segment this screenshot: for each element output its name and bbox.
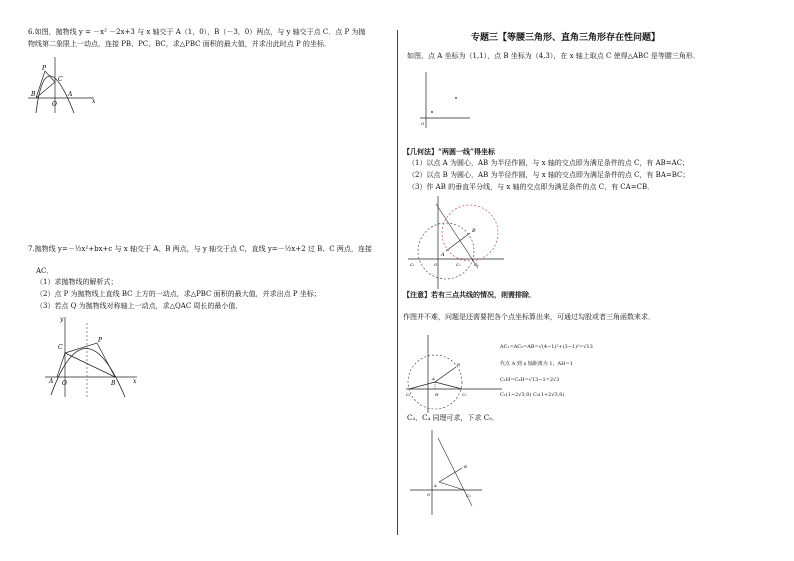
calc-line-3: C₁H=C₂H=√13−1=2√3 (500, 377, 560, 383)
circle-A-figure (406, 335, 506, 415)
method-2: （2）以点 B 为圆心，AB 为半径作圆，与 x 轴的交点即为满足条件的点 C，有 BA=BC； (408, 171, 690, 179)
fig3-label-H: H (435, 392, 439, 397)
two-circles-figure (408, 196, 508, 291)
q7-label-x: x (133, 378, 137, 385)
q6-parabola-figure (28, 55, 108, 115)
fig2-label-C5: C₅ (456, 262, 461, 267)
q7-text-line2: AC． (36, 267, 54, 275)
method-1: （1）以点 A 为圆心，AB 为半径作圆，与 x 轴的交点即为满足条件的点 C，有 AB=AC； (408, 159, 690, 167)
column-divider (397, 30, 398, 535)
section-title: 专题三【等腰三角形、直角三角形存在性问题】 (471, 33, 661, 43)
q7-text-line1: 7.抛物线 y=－½x²+bx+c 与 x 轴交于 A、B 两点，与 y 轴交于点 C，直线 y=－½x+2 过 B、C 两点，连接 (28, 245, 372, 253)
q6-label-C: C (58, 76, 63, 83)
fig3-label-A: A (432, 376, 435, 381)
fig4-label-O: O (427, 492, 431, 497)
q7-label-O: O (62, 380, 67, 387)
method-3: （3）作 AB 的垂直平分线，与 x 轴的交点即为满足条件的点 C，有 CA=CB． (408, 183, 655, 191)
fig3-label-B: B (457, 362, 460, 367)
fig4-label-C5: C₅ (466, 493, 471, 498)
fig2-label-O: O (434, 262, 438, 267)
note-text: 【注意】若有三点共线的情况，则需排除． (403, 290, 536, 299)
q7-label-B: B (111, 380, 116, 387)
intro-point-B (455, 97, 457, 99)
intro-label-O: O (421, 121, 425, 126)
fig2-segment-AB (446, 233, 470, 251)
fig2-label-A: A (441, 252, 445, 258)
q6-label-O: O (52, 101, 57, 108)
q7-sub2: （2）点 P 为抛物线上直线 BC 上方的一动点，求△PBC 面积的最大值，并求出点 P 坐标； (36, 290, 321, 298)
fig3-triangle (409, 367, 462, 389)
fig2-label-C1: C₁ (410, 262, 415, 267)
intro-text: 如图，点 A 坐标为（1,1），点 B 坐标为（4,3），在 x 轴上取点 C 使得△ABC 是等腰三角形． (407, 52, 700, 60)
q7-parabola (51, 348, 125, 397)
fig4-label-B: B (464, 464, 467, 469)
calc-line-1: AC₁=AC₂=AB=√(4−1)²+(3−1)²=√13 (500, 344, 593, 350)
after-text: C₃、C₄ 同理可求，下求 C₅． (407, 414, 499, 422)
explanation-paragraph: 作图并不难，问题是还需要把各个点坐标算出来，可通过勾股或者三角函数来求． (403, 313, 655, 321)
q7-parabola-figure (45, 315, 155, 400)
q7-label-A: A (49, 378, 54, 385)
q7-label-C: C (58, 344, 63, 351)
intro-point-A (431, 111, 433, 113)
q6-label-x: x (92, 98, 96, 105)
fig2-label-B: B (472, 228, 476, 234)
fig4-segment-AB (439, 468, 462, 482)
q6-text-line2: 物线第二象限上一动点，连接 PB、PC、BC，求△PBC 面积的最大值，并求出此时点 P 的坐标． (28, 40, 331, 48)
q6-label-P: P (42, 65, 47, 72)
calc-line-4: C₁(1−2√3,0) C₂(1+2√3,0) (500, 392, 565, 398)
fig2-label-C2: C₂ (474, 262, 479, 267)
fig3-label-C1: C₁ (406, 392, 411, 397)
fig4-label-A: A (434, 483, 437, 488)
q7-label-y: y (60, 316, 64, 323)
q7-sub1: （1）求抛物线的解析式； (36, 278, 118, 286)
q6-label-B: B (31, 91, 36, 98)
perp-bisector-figure (410, 430, 490, 520)
q6-text-line1: 6.如图，抛物线 y = －x² －2x+3 与 x 轴交于 A（1，0），B（－3，0）两点，与 y 轴交于点 C．点 P 为抛 (28, 28, 366, 36)
q6-label-A: A (68, 91, 73, 98)
fig4-segment-AC5 (439, 482, 464, 490)
method-title: 【几何法】“两圆一线”得坐标 (403, 147, 496, 156)
calc-line-2: 代点 A 到 x 轴距离为 1，AH=1 (500, 361, 573, 367)
q7-label-P: P (98, 337, 103, 344)
fig3-label-C2: C₂ (462, 392, 467, 397)
q7-sub3: （3）若点 Q 为抛物线对称轴上一动点，求△QAC 周长的最小值． (36, 302, 243, 310)
intro-figure (412, 70, 472, 130)
